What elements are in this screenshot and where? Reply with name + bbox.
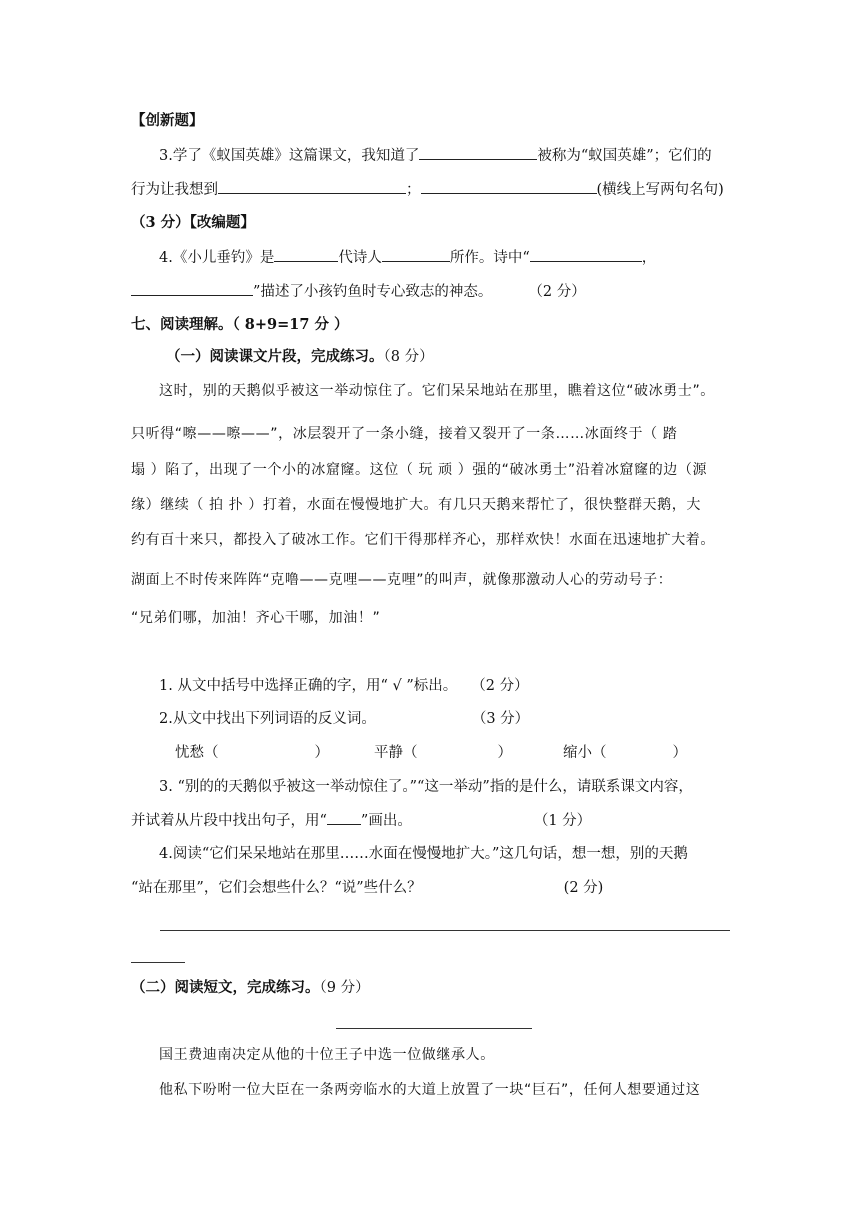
answer-line-1[interactable]	[160, 930, 730, 931]
antonym-item-2[interactable]	[374, 743, 512, 763]
q4-text-a: 4.《小儿垂钓》是	[159, 250, 275, 266]
exercise-3-blank[interactable]	[327, 810, 361, 825]
part-1-heading	[166, 347, 434, 367]
q4-blank-3[interactable]	[530, 247, 642, 262]
question-4-line-2	[131, 281, 586, 302]
antonym-item-3[interactable]	[563, 743, 687, 763]
exercise-4-score: (2 分)	[563, 880, 604, 896]
exercise-2-text: 2.从文中找出下列词语的反义词。	[159, 711, 376, 727]
passage-1-line-4: 缘）继续（ 拍 扑 ）打着，水面在慢慢地扩大。有几只天鹅来帮忙了，很快整群天鹅，大	[131, 497, 701, 513]
exercise-1-text: 1. 从文中括号中选择正确的字，用“ √ ”标出。	[159, 678, 458, 694]
q4-text-c: 所作。诗中“	[449, 250, 530, 266]
passage-2-title-blank[interactable]	[336, 1028, 532, 1029]
question-3-score: （3 分）【改编题】	[131, 214, 255, 231]
exercise-3-text-c: ”画出。	[360, 813, 412, 829]
exercise-2	[159, 709, 529, 729]
q3-text-c: 行为让我想到	[131, 182, 218, 198]
innovation-tag: 【创新题】	[131, 112, 204, 129]
question-4-line-1	[159, 247, 656, 268]
exercise-4-line-2	[131, 878, 603, 898]
exercise-4-text-b: “站在那里”，它们会想些什么？“说”些什么？	[131, 880, 422, 896]
q4-text-b: 代诗人	[338, 250, 382, 266]
exercise-1-score: （2 分）	[471, 678, 529, 694]
exercise-1	[159, 676, 529, 696]
q4-blank-1[interactable]	[274, 247, 338, 262]
part-1-title: （一）阅读课文片段，完成练习。	[166, 348, 384, 365]
q3-text-e: (横线上写两句名句)	[596, 182, 724, 198]
passage-1-line-2: 只听得“嚓——嚓——”，冰层裂开了一条小缝，接着又裂开了一条……冰面终于（ 踏	[131, 426, 678, 442]
answer-line-2[interactable]	[131, 962, 185, 963]
q4-text-e: ”描述了小孩钓鱼时专心致志的神态。	[253, 284, 493, 300]
part-2-title: （二）阅读短文，完成练习。	[131, 979, 320, 996]
part-1-score: （8 分）	[383, 349, 434, 365]
antonym-item-1[interactable]	[175, 743, 329, 763]
passage-1-line-1: 这时，别的天鹅似乎被这一举动惊住了。它们呆呆地站在那里，瞧着这位“破冰勇士”。	[159, 383, 715, 399]
question-3-line-1	[159, 145, 712, 166]
q3-text-d: ；	[406, 182, 421, 198]
exercise-3-line-2	[131, 810, 591, 831]
passage-1-line-7: “兄弟们哪，加油！齐心干哪，加油！”	[131, 610, 381, 626]
part-2-score: （9 分）	[319, 980, 370, 996]
section-7-heading: 七、阅读理解。（ 8+9=17 分 ）	[131, 316, 349, 333]
q4-text-d: ，	[641, 250, 657, 266]
q3-text-b: 被称为“蚁国英雄”；它们的	[537, 148, 712, 164]
q3-blank-3[interactable]	[421, 179, 597, 194]
antonym-word-2: 平静（	[374, 745, 418, 761]
antonym-close-2: ）	[497, 745, 512, 761]
antonym-close-1: ）	[314, 745, 329, 761]
q3-blank-1[interactable]	[419, 145, 537, 160]
antonym-close-3: ）	[672, 745, 687, 761]
exercise-3-line-1: 3. “别的的天鹅似乎被这一举动惊住了。”“这一举动”指的是什么，请联系课文内容，	[159, 779, 693, 795]
q4-score: （2 分）	[528, 284, 586, 300]
antonym-word-3: 缩小（	[563, 745, 607, 761]
passage-1-line-6: 湖面上不时传来阵阵“克噜——克哩——克哩”的叫声，就像那激动人心的劳动号子：	[131, 572, 673, 588]
exercise-2-score: （3 分）	[471, 711, 530, 727]
exercise-4-line-1: 4.阅读“它们呆呆地站在那里……水面在慢慢地扩大。”这几句话，想一想，别的天鹅	[159, 846, 688, 862]
q4-blank-2[interactable]	[382, 247, 450, 262]
q3-blank-2[interactable]	[218, 179, 406, 194]
passage-1-line-5: 约有百十来只，都投入了破冰工作。它们干得那样齐心，那样欢快！水面在迅速地扩大着。	[131, 532, 715, 548]
part-2-heading	[131, 978, 370, 998]
passage-2-line-1: 国王费迪南决定从他的十位王子中选一位做继承人。	[159, 1047, 495, 1063]
question-3-line-2	[131, 179, 724, 200]
q4-blank-4[interactable]	[131, 281, 253, 296]
q3-text-a: 3.学了《蚁国英雄》这篇课文，我知道了	[159, 148, 420, 164]
exercise-3-text-b: 并试着从片段中找出句子，用“	[131, 813, 327, 829]
antonym-word-1: 忧愁（	[175, 745, 219, 761]
exercise-3-score: （1 分）	[533, 813, 592, 829]
passage-1-line-3: 塌 ）陷了，出现了一个小的冰窟窿。这位（ 玩 顽 ）强的“破冰勇士”沿着冰窟窿的边（源	[131, 462, 708, 478]
passage-2-line-2: 他私下吩咐一位大臣在一条两旁临水的大道上放置了一块“巨石”，任何人想要通过这	[159, 1082, 701, 1098]
